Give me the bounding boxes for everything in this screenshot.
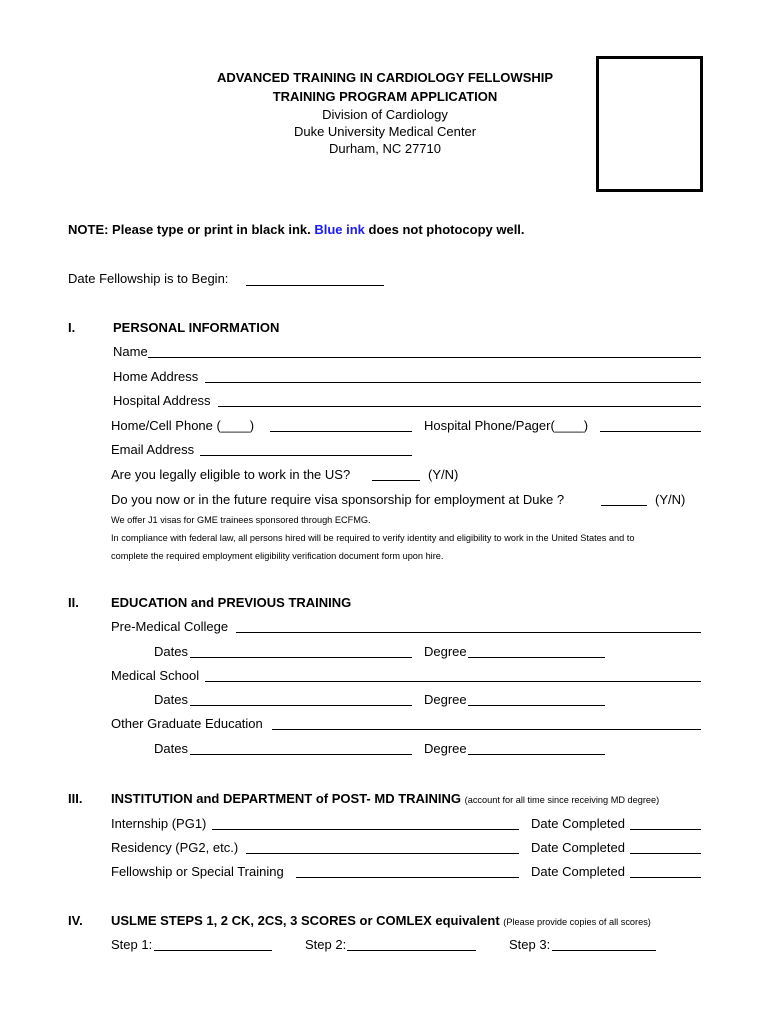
section-3-title: INSTITUTION and DEPARTMENT of POST- MD TRAINING <box>111 791 462 806</box>
hospital-phone-label: Hospital Phone/Pager(____) <box>424 418 589 433</box>
hospital-address-label: Hospital Address <box>113 393 211 408</box>
othergrad-field[interactable] <box>272 729 701 730</box>
ink-note <box>68 222 525 237</box>
step2-label: Step 2: <box>305 937 347 952</box>
visa-field[interactable] <box>601 505 647 506</box>
premed-degree-label: Degree <box>424 644 467 659</box>
section-3-number: III. <box>68 791 83 806</box>
home-phone-field[interactable] <box>270 431 412 432</box>
residency-field[interactable] <box>246 853 519 854</box>
form-title: ADVANCED TRAINING IN CARDIOLOGY FELLOWSHIP <box>216 70 554 85</box>
medschool-dates-field[interactable] <box>190 705 412 706</box>
home-address-field[interactable] <box>205 382 701 383</box>
internship-field[interactable] <box>212 829 519 830</box>
step1-label: Step 1: <box>111 937 153 952</box>
internship-label: Internship (PG1) <box>111 816 207 831</box>
section-4-title: USLME STEPS 1, 2 CK, 2CS, 3 SCORES or COMLEX equivalent <box>111 913 500 928</box>
step1-field[interactable] <box>154 950 272 951</box>
residency-completed-field[interactable] <box>630 853 701 854</box>
section-3-heading <box>111 791 659 806</box>
othergrad-label: Other Graduate Education <box>111 716 263 731</box>
compliance-note-1: In compliance with federal law, all persons hired will be required to verify identity and eligibility to work in the United States and to <box>111 533 635 543</box>
premed-dates-field[interactable] <box>190 657 412 658</box>
home-address-label: Home Address <box>113 369 199 384</box>
email-label: Email Address <box>111 442 195 457</box>
fellowship-completed-label: Date Completed <box>531 864 625 879</box>
step2-field[interactable] <box>347 950 476 951</box>
name-label: Name <box>113 344 148 359</box>
email-field[interactable] <box>200 455 412 456</box>
othergrad-degree-field[interactable] <box>468 754 605 755</box>
internship-completed-field[interactable] <box>630 829 701 830</box>
visa-yn: (Y/N) <box>655 492 686 507</box>
visa-note: We offer J1 visas for GME trainees sponsored through ECFMG. <box>111 515 371 525</box>
medschool-label: Medical School <box>111 668 200 683</box>
fellowship-field[interactable] <box>296 877 519 878</box>
residency-completed-label: Date Completed <box>531 840 625 855</box>
begin-date-label: Date Fellowship is to Begin: <box>68 271 229 286</box>
internship-completed-label: Date Completed <box>531 816 625 831</box>
premed-label: Pre-Medical College <box>111 619 229 634</box>
medschool-degree-field[interactable] <box>468 705 605 706</box>
form-subtitle: TRAINING PROGRAM APPLICATION <box>272 89 498 104</box>
premed-dates-label: Dates <box>154 644 188 659</box>
section-1-title: PERSONAL INFORMATION <box>113 320 280 335</box>
residency-label: Residency (PG2, etc.) <box>111 840 239 855</box>
institution-city: Durham, NC 27710 <box>329 141 441 156</box>
step3-label: Step 3: <box>509 937 551 952</box>
medschool-degree-label: Degree <box>424 692 467 707</box>
section-1-number: I. <box>68 320 76 335</box>
section-4-number: IV. <box>68 913 83 928</box>
hospital-address-field[interactable] <box>218 406 701 407</box>
institution-name: Duke University Medical Center <box>293 124 477 139</box>
othergrad-degree-label: Degree <box>424 741 467 756</box>
work-eligibility-yn: (Y/N) <box>428 467 459 482</box>
photo-box[interactable] <box>596 56 703 192</box>
medschool-dates-label: Dates <box>154 692 188 707</box>
fellowship-label: Fellowship or Special Training <box>111 864 284 879</box>
compliance-note-2: complete the required employment eligibility verification document form upon hire. <box>111 551 444 561</box>
section-2-number: II. <box>68 595 79 610</box>
section-4-heading <box>111 913 651 928</box>
step3-field[interactable] <box>552 950 656 951</box>
division-name: Division of Cardiology <box>322 107 448 122</box>
ink-note-prefix: NOTE: Please type or print in black ink. <box>68 222 315 237</box>
section-2-title: EDUCATION and PREVIOUS TRAINING <box>111 595 352 610</box>
work-eligibility-field[interactable] <box>372 480 420 481</box>
name-field[interactable] <box>148 357 701 358</box>
begin-date-field[interactable] <box>246 285 384 286</box>
ink-note-suffix: does not photocopy well. <box>364 222 525 237</box>
fellowship-completed-field[interactable] <box>630 877 701 878</box>
premed-field[interactable] <box>236 632 701 633</box>
visa-label: Do you now or in the future require visa sponsorship for employment at Duke ? <box>111 492 565 507</box>
othergrad-dates-field[interactable] <box>190 754 412 755</box>
work-eligibility-label: Are you legally eligible to work in the US? <box>111 467 351 482</box>
ink-note-blue: Blue ink <box>314 222 365 237</box>
othergrad-dates-label: Dates <box>154 741 188 756</box>
home-phone-label: Home/Cell Phone (____) <box>111 418 255 433</box>
section-4-subtitle: (Please provide copies of all scores) <box>503 917 651 927</box>
premed-degree-field[interactable] <box>468 657 605 658</box>
hospital-phone-field[interactable] <box>600 431 701 432</box>
section-3-subtitle: (account for all time since receiving MD degree) <box>464 795 660 805</box>
medschool-field[interactable] <box>205 681 701 682</box>
